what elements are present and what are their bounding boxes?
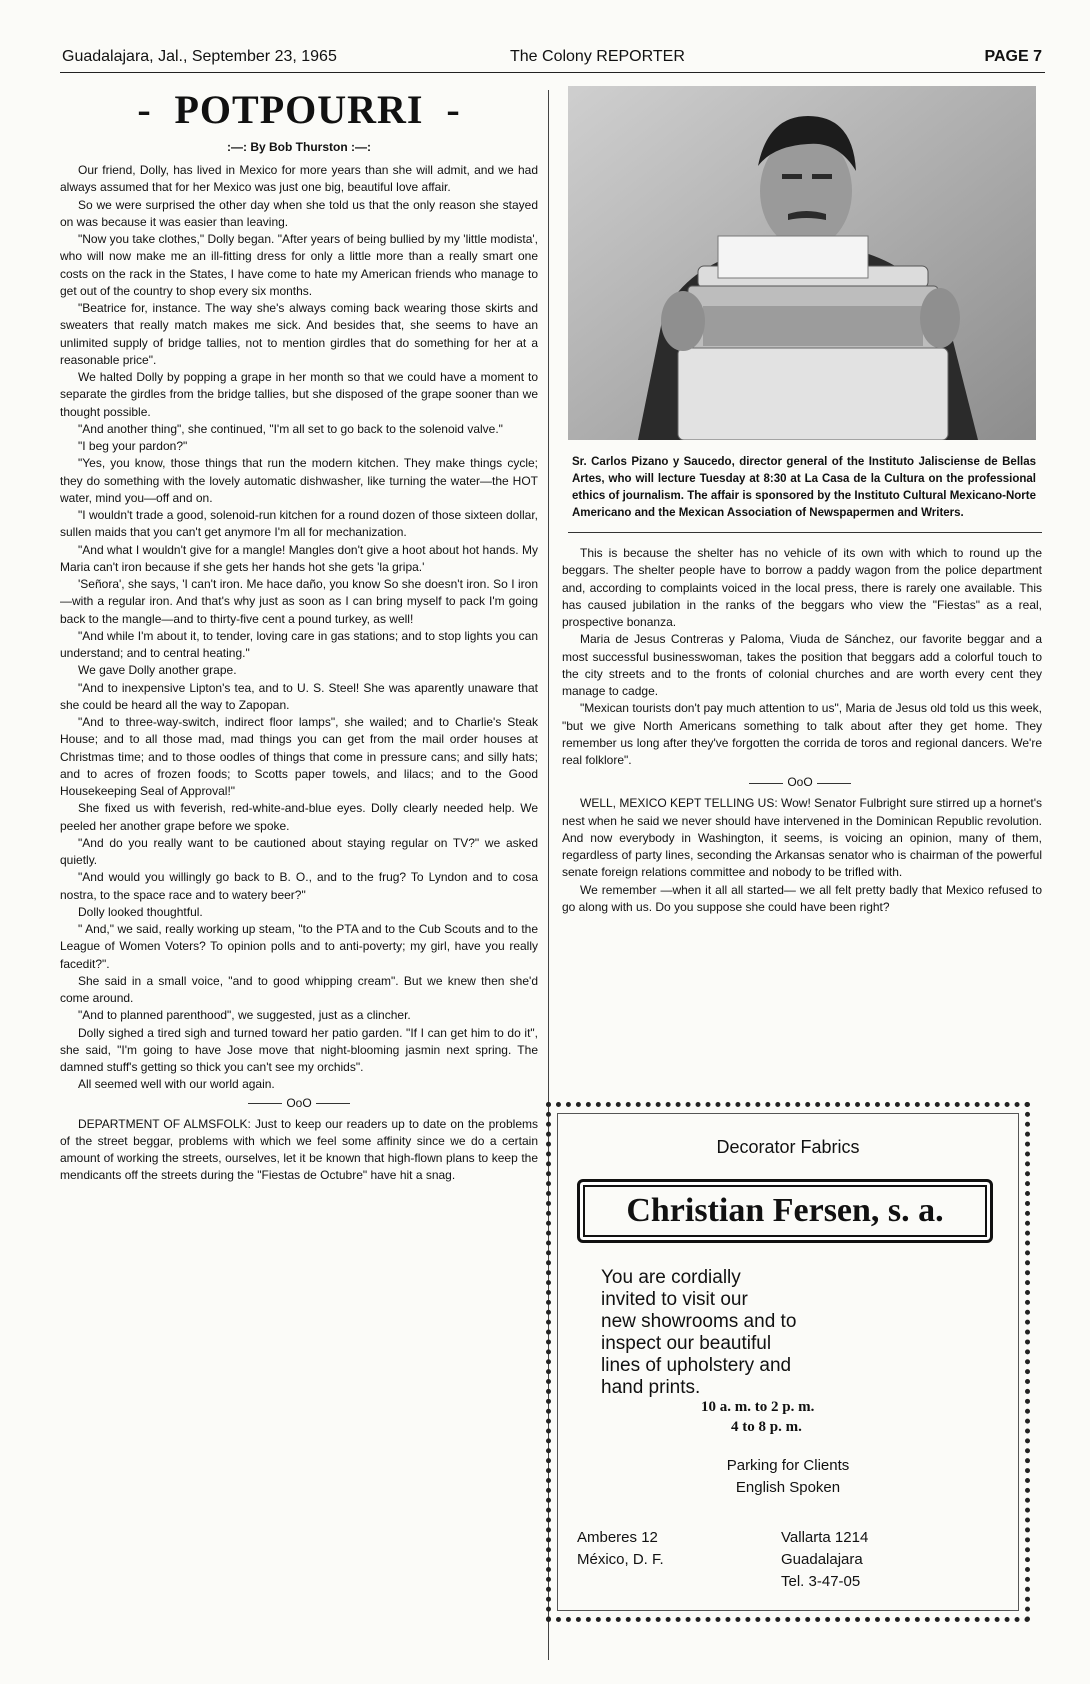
ad-invitation-line: new showrooms and to	[601, 1311, 797, 1332]
column-paragraph: Maria de Jesus Contreras y Paloma, Viuda de Sánchez, our favorite beggar and a most successful businesswoman, takes the position that beggars add a colorful touch to the city streets and to the fronts of colonial churches and are worth every cent they manage to cadge.	[562, 632, 1042, 698]
article-paragraph: "Now you take clothes," Dolly began. "After years of being bullied by my 'little modista', who will now make me an ill-fitting dress for only a little more than a really smart one costs on the rack in the States, I have come to hate my American friends who manage to get out of the country to shop every six months.	[60, 232, 538, 298]
portrait-photo	[568, 86, 1036, 440]
ad-hours	[701, 1397, 814, 1437]
article-paragraph: She fixed us with feverish, red-white-and-blue eyes. Dolly clearly needed help. We peeled her another grape before we spoke.	[60, 801, 538, 833]
ad-invitation-line: inspect our beautiful	[601, 1333, 772, 1354]
ad-address-phone: Tel. 3-47-05	[781, 1573, 861, 1590]
right-body-2	[558, 795, 1042, 916]
column-paragraph: We remember —when it all all started— we all felt pretty badly that Mexico refused to go along with us. Do you suppose she could have been right?	[562, 882, 1042, 914]
right-body	[558, 545, 1042, 769]
photo-caption: Sr. Carlos Pizano y Saucedo, director general of the Instituto Jalisciense de Bellas Artes, who will lecture Tuesday at 8:30 at La Casa de la Cultura on the professional ethics of journalism. The affair is sponsored by the Instituto Cultural Mexicano-Norte Americano and the Mexican Association of Newspapermen and Writers.	[572, 456, 1036, 519]
article-paragraph: All seemed well with our world again.	[78, 1077, 275, 1092]
article-paragraph: She said in a small voice, "and to good whipping cream". But we knew then she'd come around.	[60, 973, 538, 1005]
column-paragraph: WELL, MEXICO KEPT TELLING US: Wow! Senator Fulbright sure stirred up a hornet's nest when he said we never should have intervened in the Dominican Republic revolution. And now everybody in Washington, it seems, is voicing an opinion, many of them, regardless of party lines, seconding the Arkansas senator who is chairman of the powerful senate foreign relations committee and nobody to be trifled with.	[562, 796, 1042, 880]
article-paragraph: We gave Dolly another grape.	[78, 663, 237, 678]
article-paragraph: "And what I wouldn't give for a mangle! Mangles don't give a hoot about hot hands. My Maria can't iron because if she gets her hands hot she gets 'la gripa.'	[60, 542, 538, 574]
article-paragraph: " And," we said, really working up steam, "to the PTA and to the Cub Scouts and to the League of Women Voters? To opinion polls and to anti-poverty; my girl, have you really facedit?".	[60, 922, 538, 971]
separator: OoO	[60, 1096, 538, 1110]
article-paragraph: Our friend, Dolly, has lived in Mexico for more years than she will admit, and we had always assumed that for her Mexico was just one big, beautiful love affair.	[60, 163, 538, 195]
ad-hours-evening: 4 to 8 p. m.	[731, 1419, 802, 1435]
column-paragraph: "Mexican tourists don't pay much attention to us", Maria de Jesus old told us this week, "but we give North Americans something to talk about after they get home. They remember us long after they've forgotten the corrida de toros and regional dancers. We're real folklore".	[562, 701, 1042, 767]
article-paragraph: "I wouldn't trade a good, solenoid-run kitchen for a round dozen of those sixteen dollar, sullen maids that you can't get anymore I'm all for mechanization.	[60, 508, 538, 540]
article-title-text: POTPOURRI	[174, 87, 424, 132]
advertisement	[546, 1102, 1030, 1622]
article-paragraph: "And another thing", she continued, "I'm all set to go back to the solenoid valve."	[78, 421, 503, 436]
left-column	[60, 86, 538, 1185]
ad-extras	[551, 1455, 1025, 1499]
ad-parking: Parking for Clients	[726, 1457, 850, 1474]
masthead	[62, 48, 1042, 70]
typewriter-man-photo	[568, 86, 1036, 440]
article-paragraph: "And to inexpensive Lipton's tea, and to U. S. Steel! She was aparently unaware that she could be heard all the way to Zapopan.	[60, 680, 538, 712]
article-paragraph: So we were surprised the other day when she told us that the only reason she stayed on was because it was easier than leaving.	[60, 197, 538, 229]
ad-address-street: Vallarta 1214	[781, 1529, 869, 1546]
ad-address-street: Amberes 12	[577, 1529, 658, 1546]
ad-invitation-line: invited to visit our	[601, 1289, 748, 1310]
ad-address-guadalajara	[781, 1527, 868, 1593]
article-paragraph: "And to planned parenthood", we suggested, just as a clincher.	[78, 1008, 411, 1023]
ad-brand-name: Christian Fersen, s. a.	[577, 1179, 993, 1243]
caption-rule	[568, 532, 1042, 533]
article-paragraph: "And to three-way-switch, indirect floor lamps", she wailed; and to Charlie's Steak House; and to all those mad, mad things you can get from the mail order houses at Christmas time; and to those oodles of things that come in pressure cans; and silly hats; and to acres of frozen foods; to Scotts paper towels, and lilacs; and to the Good Housekeeping Seal of Approval!"	[60, 715, 538, 798]
ad-address-city: México, D. F.	[577, 1551, 664, 1568]
ad-invitation-line: You are cordially	[601, 1267, 741, 1288]
column-paragraph: This is because the shelter has no vehicle of its own with which to round up the beggars. The shelter people have to borrow a paddy wagon from the police department and, according to complaints voiced in the local press, there is rarely one available. This has caused jubilation in the ranks of the beggars who view the "Fiestas" as a real, prospective bonanza.	[562, 546, 1042, 629]
ad-address-city: Guadalajara	[781, 1551, 863, 1568]
article-tail	[60, 1116, 538, 1185]
ad-category: Decorator Fabrics	[716, 1137, 860, 1157]
article-paragraph: We halted Dolly by popping a grape in her month so that we could have a moment to separate the girdles from the bridge tallies, but she disposed of the grape sooner than we thought possible.	[60, 370, 538, 419]
header-page-number: PAGE 7	[984, 48, 1042, 65]
ad-invitation-line: hand prints.	[601, 1377, 701, 1398]
article-paragraph: "Yes, you know, those things that run the modern kitchen. They make things cycle; they do something with the lovely automatic dishwasher, like turning the water—the HOT water, mind you—off and on.	[60, 456, 538, 505]
article-paragraph: Dolly sighed a tired sigh and turned toward her patio garden. "If I can get him to do it", she said, "I'm going to have Jose move that night-blooming jasmin next spring. The damned stuff's getting so thick you can't see my orchids".	[60, 1025, 538, 1074]
right-column	[558, 86, 1042, 916]
article-title: - POTPOURRI -	[137, 87, 461, 132]
header-paper-name: The Colony REPORTER	[510, 48, 685, 65]
article-paragraph: DEPARTMENT OF ALMSFOLK: Just to keep our readers up to date on the problems of the street beggar, problems with which we feel some affinity since we do a certain amount of working the streets, ourselves, let it be known that high-flown plans to keep the mendicants off the streets during the "Fiestas de Octubre" have hit a snag.	[60, 1116, 538, 1183]
article-byline: :—: By Bob Thurston :—:	[227, 140, 371, 154]
article-paragraph: "I beg your pardon?"	[78, 439, 188, 453]
header-dateline: Guadalajara, Jal., September 23, 1965	[62, 48, 337, 65]
header-rule	[60, 72, 1045, 73]
ad-language: English Spoken	[735, 1479, 841, 1496]
ad-invitation-line: lines of upholstery and	[601, 1355, 792, 1376]
article-paragraph: Dolly looked thoughtful.	[78, 904, 203, 919]
article-paragraph: "And would you willingly go back to B. O., and to the frug? To Lyndon and to cosa nostra, to the space race and to watery beer?"	[60, 870, 538, 902]
article-paragraph: "And while I'm about it, to tender, loving care in gas stations; and to stop lights you can understand; and to central heating."	[60, 628, 538, 660]
ad-hours-morning: 10 a. m. to 2 p. m.	[701, 1399, 815, 1415]
ad-address-mexico	[577, 1527, 664, 1571]
article-paragraph: "And do you really want to be cautioned about staying regular on TV?" we asked quietly.	[60, 835, 538, 867]
article-paragraph: "Beatrice for, instance. The way she's always coming back wearing those skirts and sweaters that really match makes me sick. And besides that, she seems to have an unlimited supply of bridge tallies, not to mention girdles that do something for her at a reasonable price".	[60, 301, 538, 367]
separator-right: OoO	[558, 775, 1042, 789]
article-paragraph: 'Señora', she says, 'I can't iron. Me hace daño, you know So she doesn't iron. So I iron—with a regular iron. And that's why just as soon as I can bring myself to pack I'm going back to the mangle—and to thirty-five cent a pound turkey, as well!	[60, 577, 538, 626]
article-body	[60, 162, 538, 1094]
ad-invitation	[601, 1267, 941, 1399]
